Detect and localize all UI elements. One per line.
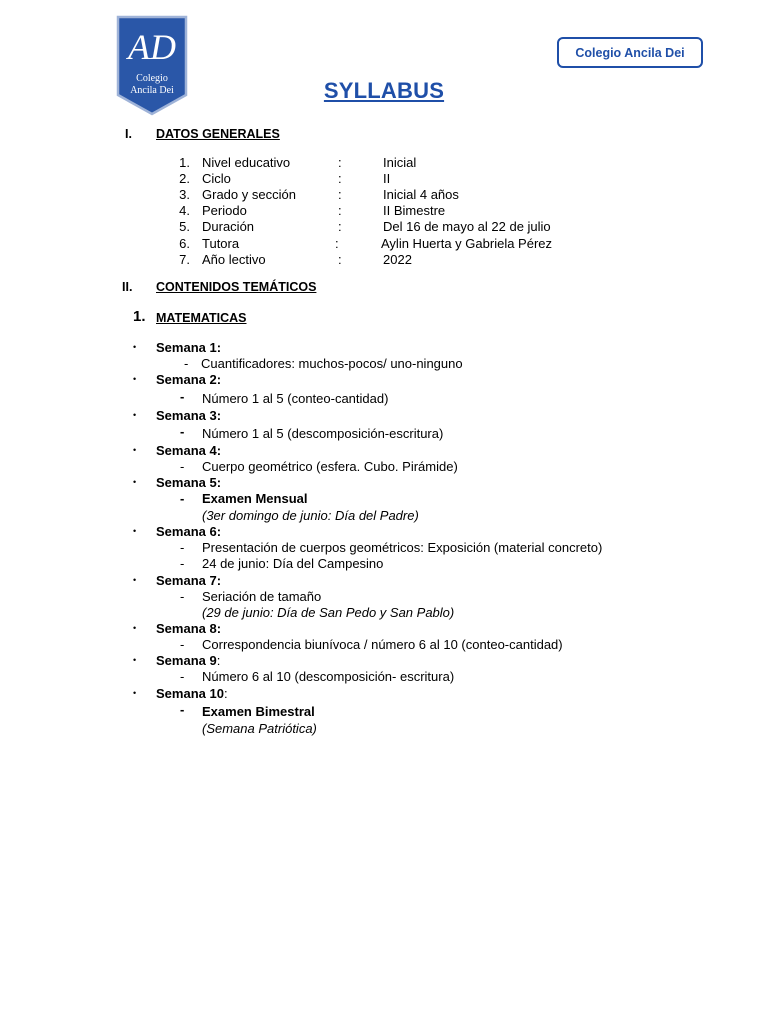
week-note: (Semana Patriótica)	[202, 721, 317, 736]
week-label: Semana 9:	[156, 653, 221, 668]
week-note: (29 de junio: Día de San Pedo y San Pablo)	[202, 605, 455, 620]
bullet-icon: •	[133, 655, 137, 665]
week-label: Semana 1:	[156, 340, 222, 355]
week-label: Semana 4:	[156, 443, 222, 458]
week-topic: Examen Mensual	[202, 491, 308, 506]
dash-icon: -	[180, 389, 185, 404]
week-topic: Número 1 al 5 (conteo-cantidad)	[202, 391, 389, 406]
bullet-icon: •	[133, 623, 137, 633]
week-topic: Seriación de tamaño	[202, 589, 322, 604]
week-note: (3er domingo de junio: Día del Padre)	[202, 508, 419, 523]
week-label: Semana 7:	[156, 573, 222, 588]
school-name-badge: Colegio Ancila Dei	[557, 37, 703, 68]
dash-icon: -	[180, 669, 185, 684]
svg-text:Ancila Dei: Ancila Dei	[130, 85, 174, 96]
week-label: Semana 2:	[156, 372, 222, 387]
week-label: Semana 6:	[156, 524, 222, 539]
page-title: SYLLABUS	[323, 78, 445, 103]
bullet-icon: •	[133, 526, 137, 536]
week-label: Semana 10:	[156, 686, 228, 701]
bullet-icon: •	[133, 410, 137, 420]
bullet-icon: •	[133, 477, 137, 487]
dash-icon: -	[180, 491, 185, 506]
dash-icon: -	[180, 540, 185, 555]
dash-icon: -	[180, 589, 185, 604]
section-2-number: II.	[122, 280, 133, 294]
dash-icon: -	[180, 556, 185, 571]
bullet-icon: •	[133, 342, 137, 352]
week-topic: Correspondencia biunívoca / número 6 al 10 (conteo-cantidad)	[202, 637, 563, 652]
bullet-icon: •	[133, 688, 137, 698]
subsection-title: MATEMATICAS	[156, 311, 247, 325]
week-topic: Examen Bimestral	[202, 704, 315, 719]
week-topic: Presentación de cuerpos geométricos: Exposición (material concreto)	[202, 540, 603, 555]
svg-text:AD: AD	[128, 27, 176, 67]
dash-icon: -	[184, 356, 189, 371]
bullet-icon: •	[133, 575, 137, 585]
week-topic: 24 de junio: Día del Campesino	[202, 556, 384, 571]
section-1-number: I.	[125, 127, 132, 141]
dash-icon: -	[180, 637, 185, 652]
svg-text:Colegio: Colegio	[136, 73, 168, 84]
dash-icon: -	[180, 702, 185, 717]
week-label: Semana 8:	[156, 621, 222, 636]
week-topic: Cuantificadores: muchos-pocos/ uno-ninguno	[201, 356, 463, 371]
bullet-icon: •	[133, 445, 137, 455]
week-topic: Número 6 al 10 (descomposición- escritura)	[202, 669, 455, 684]
week-label: Semana 5:	[156, 475, 222, 490]
week-topic: Cuerpo geométrico (esfera. Cubo. Pirámide)	[202, 459, 458, 474]
subsection-number: 1.	[133, 308, 146, 325]
bullet-icon: •	[133, 374, 137, 384]
dash-icon: -	[180, 424, 185, 439]
dash-icon: -	[180, 459, 185, 474]
week-topic: Número 1 al 5 (descomposición-escritura)	[202, 426, 444, 441]
section-1-title: DATOS GENERALES	[156, 127, 280, 141]
section-2-title: CONTENIDOS TEMÁTICOS	[156, 280, 317, 294]
week-label: Semana 3:	[156, 408, 222, 423]
